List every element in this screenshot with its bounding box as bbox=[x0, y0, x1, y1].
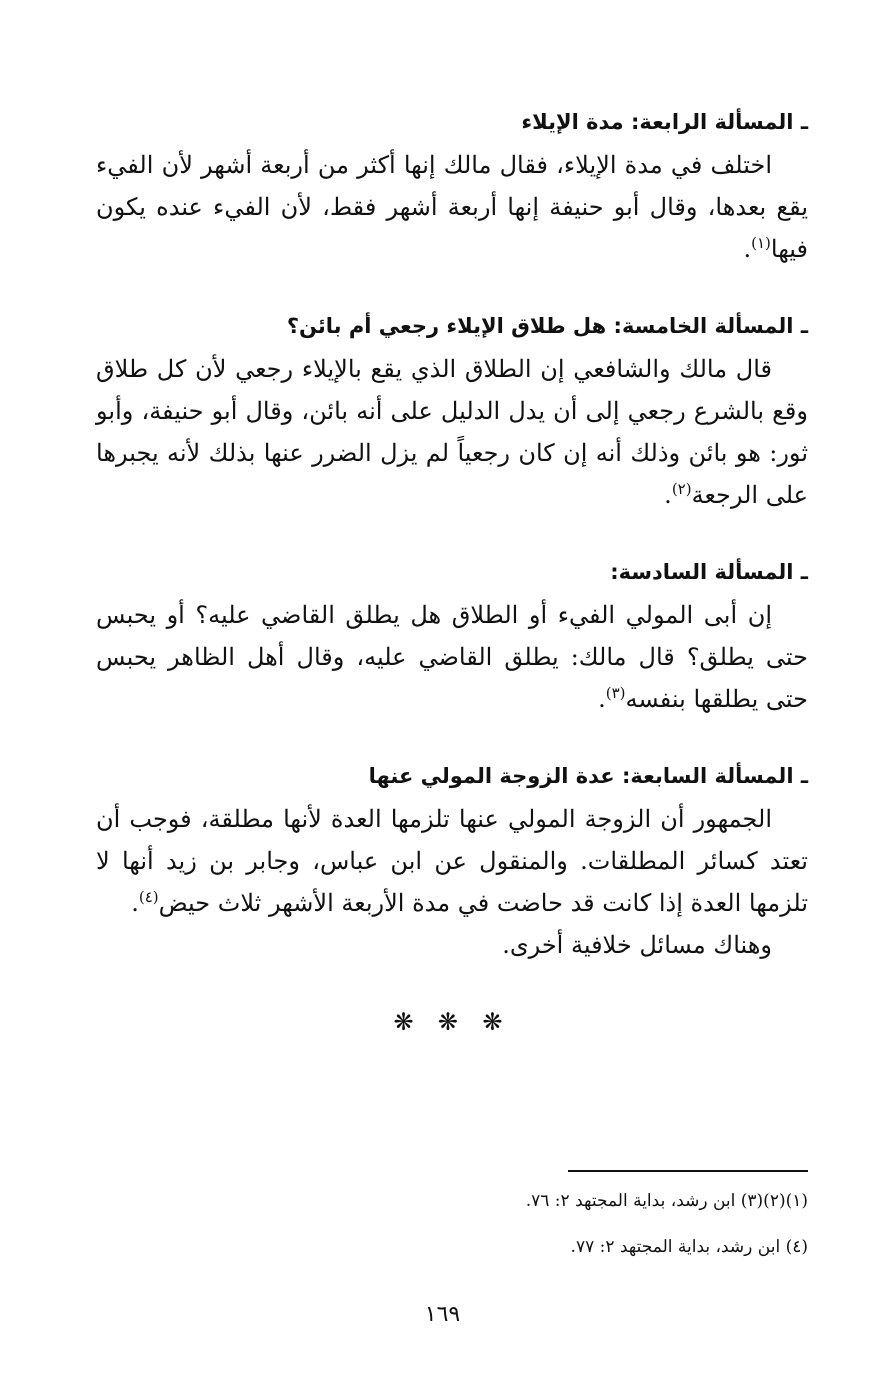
footnote-divider bbox=[568, 1170, 808, 1172]
section-heading: ـ المسألة السادسة: bbox=[610, 560, 808, 584]
paragraph-text: اختلف في مدة الإيلاء، فقال مالك إنها أكثر من أربعة أشهر لأن الفيء يقع بعدها، وقال أبو حنيفة إنها أربعة أشهر فقط، لأن الفيء عنده يكون فيها bbox=[96, 151, 808, 263]
section-paragraph bbox=[96, 348, 808, 516]
section-7 bbox=[96, 762, 808, 966]
paragraph-end: . bbox=[743, 235, 752, 263]
page-body bbox=[96, 108, 808, 1036]
footnotes bbox=[96, 1170, 808, 1280]
section-separator: ❋ ❋ ❋ bbox=[393, 1008, 511, 1036]
page-number: ١٦٩ bbox=[424, 1302, 461, 1327]
section-paragraph bbox=[96, 594, 808, 720]
section-paragraph bbox=[96, 144, 808, 270]
section-6 bbox=[96, 558, 808, 720]
section-heading: ـ المسألة الرابعة: مدة الإيلاء bbox=[521, 110, 808, 134]
paragraph-end: . bbox=[664, 481, 672, 509]
closing-paragraph: وهناك مسائل خلافية أخرى. bbox=[502, 931, 772, 959]
footnote-item: (١)(٢)(٣) ابن رشد، بداية المجتهد ٢: ٧٦. bbox=[525, 1191, 808, 1211]
paragraph-text: إن أبى المولي الفيء أو الطلاق هل يطلق القاضي عليه؟ أو يحبس حتى يطلق؟ قال مالك: يطلق القاضي عليه، وقال أهل الظاهر يحبس حتى يطلقها بنفسه bbox=[96, 601, 808, 713]
paragraph-end: . bbox=[131, 889, 139, 917]
footnote-ref[interactable]: (٤) bbox=[138, 888, 159, 906]
paragraph-text: الجمهور أن الزوجة المولي عنها تلزمها العدة لأنها مطلقة، فوجب أن تعتد كسائر المطلقات. والمنقول عن ابن عباس، وجابر بن زيد أنها لا تلزمها العدة إذا كانت قد حاضت في مدة الأربعة الأشهر ثلاث حيض bbox=[96, 805, 808, 917]
footnote-ref[interactable]: (٣) bbox=[605, 684, 626, 702]
section-heading: ـ المسألة السابعة: عدة الزوجة المولي عنها bbox=[368, 764, 808, 788]
section-paragraph bbox=[96, 798, 808, 924]
section-4 bbox=[96, 108, 808, 270]
section-heading: ـ المسألة الخامسة: هل طلاق الإيلاء رجعي أم بائن؟ bbox=[286, 314, 808, 338]
footnote-ref[interactable]: (١) bbox=[751, 234, 771, 252]
footnote-item: (٤) ابن رشد، بداية المجتهد ٢: ٧٧. bbox=[570, 1237, 808, 1257]
footnote-ref[interactable]: (٢) bbox=[671, 480, 692, 498]
paragraph-text: قال مالك والشافعي إن الطلاق الذي يقع بالإيلاء رجعي لأن كل طلاق وقع بالشرع رجعي إلى أن يدل الدليل على أنه بائن، وقال أبو حنيفة، وأبو ثور: هو بائن وذلك أنه إن كان رجعياً لم يزل الضرر عنها بذلك لأنه يجبرها على الرجعة bbox=[96, 355, 808, 509]
paragraph-end: . bbox=[598, 685, 606, 713]
section-5 bbox=[96, 312, 808, 516]
